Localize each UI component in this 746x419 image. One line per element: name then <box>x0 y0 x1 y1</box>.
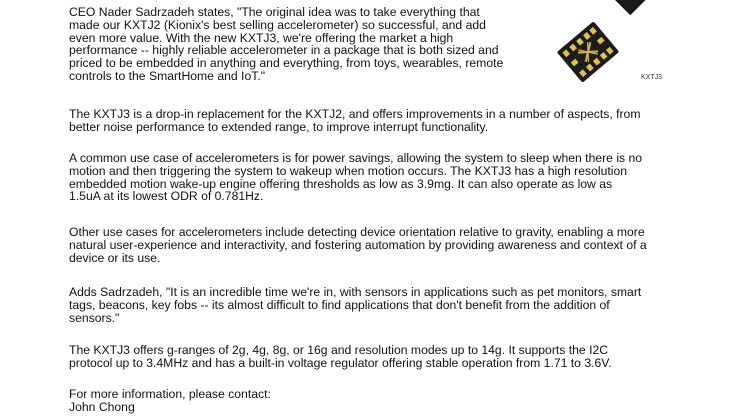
text-line: The KXTJ3 offers g-ranges of 2g, 4g, 8g, or 16g and resolution modes up to 14g. It supports the I2C <box>69 343 609 357</box>
text-line: even more value. With the new KXTJ3, we're offering the market a high <box>69 30 454 45</box>
text-line: better noise performance to extended range, to improve interrupt functionality. <box>69 119 489 134</box>
text-line: controls to the SmartHome and IoT." <box>69 68 266 83</box>
text-line: made our KXTJ2 (Kionix's best selling accelerometer) so successful, and add <box>69 17 486 32</box>
contact-name: John Chong <box>69 399 135 414</box>
chip-image-front <box>557 21 619 82</box>
text-line: 1.5uA at its lowest ODR of 0.781Hz. <box>69 189 264 204</box>
text-line: protocol up to 3.4MHz and has a built-in voltage regulator offering stable operation from 1.71 to 3.6V. <box>69 355 612 370</box>
text-line: For more information, please contact: <box>69 387 271 401</box>
paragraph-drop-in <box>69 108 677 134</box>
text-line: device or its use. <box>69 250 161 265</box>
paragraph-ceo-quote <box>69 6 535 83</box>
text-line: A common use case of accelerometers is for power savings, allowing the system to sleep when there is no <box>69 151 643 165</box>
text-line: natural user-experience and interactivity, and fostering automation by providing awareness and context of a <box>69 237 647 252</box>
chip-image-back <box>605 0 646 15</box>
text-line: sensors." <box>69 310 120 325</box>
paragraph-power-savings <box>69 152 677 203</box>
figure-caption: KXTJ3 <box>641 74 663 81</box>
paragraph-use-cases <box>69 226 677 264</box>
text-line: performance -- highly reliable accelerometer in a package that is both sized and <box>69 43 499 58</box>
text-line: Other use cases for accelerometers include detecting device orientation relative to gravity, enabling a more <box>69 225 645 239</box>
paragraph-specs <box>69 344 677 370</box>
text-line: CEO Nader Sadrzadeh states, "The original idea was to take everything that <box>69 5 480 19</box>
text-line: embedded motion wake-up engine offering thresholds as low as 3.9mg. It can also operate as low as <box>69 176 613 191</box>
text-line: priced to be embedded in anything and everything, from toys, wearables, remote <box>69 56 504 71</box>
text-line: tags, beacons, key fobs -- its almost difficult to find applications that don't benefit from the addition of <box>69 297 610 312</box>
text-line: Adds Sadrzadeh, "It is an incredible time we're in, with sensors in applications such as pet monitors, smart <box>69 285 642 299</box>
paragraph-sadrzadeh-quote <box>69 286 677 324</box>
paragraph-contact <box>69 388 677 414</box>
text-line: motion and then triggering the system to wakeup when motion occurs. The KXTJ3 has a high resolution <box>69 163 628 178</box>
text-line: The KXTJ3 is a drop-in replacement for the KXTJ2, and offers improvements in a number of aspects, from <box>69 107 641 121</box>
